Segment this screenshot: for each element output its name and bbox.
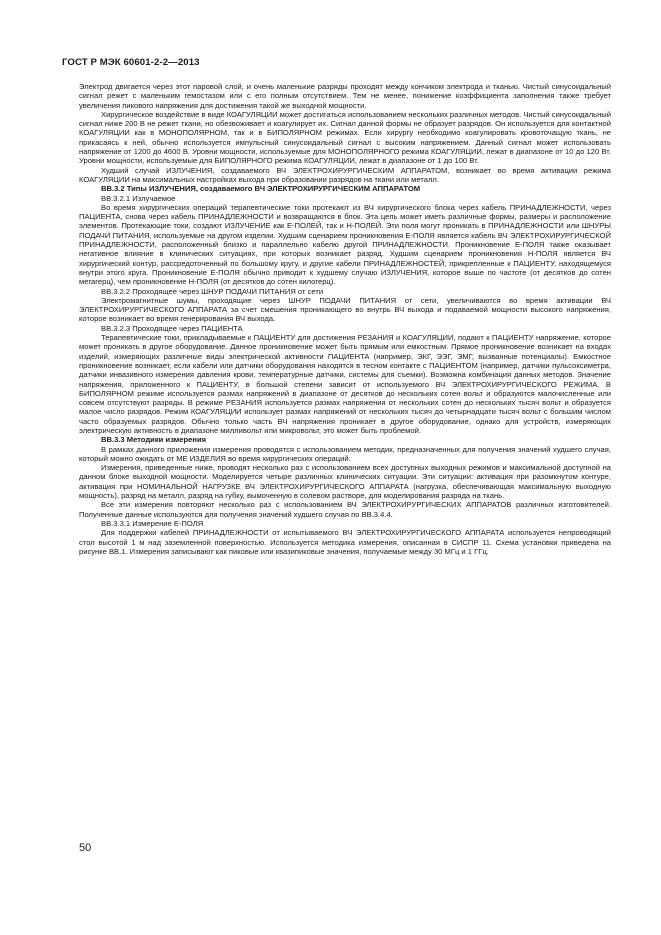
body-paragraph: Измерения, приведенные ниже, проводят несколько раз с использованием всех доступных выходных режимов и максимальной доступной на данном блоке выходной мощности. Моделируется четыре различных клинических ситуации. Эти ситуации: активация при разомкнутом контуре, активация при НОМИНАЛЬНОЙ НАГРУЗКЕ ВЧ ЭЛЕКТРОХИРУРГИЧЕСКОГО АППАРАТА (нагрузка, обеспечивающая максимальную выходную мощность), разряд на металл, разряд на губку, вымоченную в солевом растворе, для моделирования разряда на ткань.	[79, 463, 611, 501]
body-paragraph: Для поддержки кабелей ПРИНАДЛЕЖНОСТИ от испытываемого ВЧ ЭЛЕКТРОХИРУРГИЧЕСКОГО АППАРАТА используется непроводящий стол высотой 1 м над заземленной поверхностью. Используется методика измерения, описанная в СИСПР 11. Схема установки приведена на рисунке ВВ.1. Измерения записывают как пиковые или квазипиковые значения, получаемые между 30 МГц и 1 ГГц.	[79, 528, 611, 556]
body-paragraph: Во время хирургических операций терапевтические токи протекают из ВЧ хирургического блока через кабель ПРИНАДЛЕЖНОСТИ, через ПАЦИЕНТА, снова через кабель ПРИНАДЛЕЖНОСТИ и возвращаются в блок. Эта цепь может иметь различные формы, размеры и расположение элементов. Протекающие токи, создают ИЗЛУЧЕНИЕ как Е-ПОЛЕЙ, так и Н-ПОЛЕЙ. Эти поля могут проникать в ПРИНАДЛЕЖНОСТИ или ШНУРЫ ПОДАЧИ ПИТАНИЯ, используемые на другом изделии. Худшим сценарием проникновения Е-ПОЛЯ является кабель ВЧ ЭЛЕКТРОХИРУРГИЧЕСКОЙ ПРИНАДЛЕЖНОСТИ, расположенный близко и параллельно кабелю другой ПРИНАДЛЕЖНОСТИ. Проникновение Е-ПОЛЯ также оказывает негативное влияние в клинических ситуациях, при которых возникает разряд. Худшим сценарием проникновения Н-ПОЛЯ является ВЧ хирургический контур, рассредоточенный по большому кругу, и другие кабели ПРИНАДЛЕЖНОСТЕЙ, прикрепленные к ПАЦИЕНТУ, находящемуся внутри этого круга. Проникновение Е-ПОЛЯ обычно приводит к худшему случаю ИЗЛУЧЕНИЯ, которое выше по частоте (от десятков до сотен мегагерц), чем проникновение Н-ПОЛЯ (от десятков до сотен килогерц).	[79, 202, 611, 287]
body-paragraph: Худший случай ИЗЛУЧЕНИЯ, создаваемого ВЧ ЭЛЕКТРОХИРУРГИЧЕСКИМ АППАРАТОМ, возникает во время активации режима КОАГУЛЯЦИИ на максимальных настройках выхода при образовании разрядов на ткани или металл.	[79, 165, 611, 184]
body-paragraph: ВВ.3.2.1 Излучаемое	[101, 193, 176, 203]
body-paragraph: Терапевтические токи, прикладываемые к ПАЦИЕНТУ для достижения РЕЗАНИЯ и КОАГУЛЯЦИИ, подают к ПАЦИЕНТУ напряжение, которое может проникать в другое оборудование. Данное проникновение может быть прямым или емкостным. Прямое проникновение возникает на входах изделий, измеряющих различные виды электрической активности ПАЦИЕНТА (например, ЭКГ, ЭЭГ, ЭМГ, вызванные потенциалы). Емкостное проникновение возникает, если кабели или датчики оборудования находятся в тесном контакте с ПАЦИЕНТОМ (например, датчики пульсоксиметра, датчики инвазивного измерения давления крови, температурные датчики, системы для съемки). Возможна комбинация данных методов. Значение напряжения, приложенного к ПАЦИЕНТУ, в большой степени зависит от используемого ВЧ ЭЛЕКТРОХИРУРГИЧЕСКОГО РЕЖИМА. В БИПОЛЯРНОМ режиме используется размах напряжений в диапазоне от десятков до нескольких сотен вольт и образуются малочисленные или совсем отсутствуют разряды. В режиме РЕЗАНИЯ используется размах напряжения от нескольких сотен до нескольких тысяч вольт и образуется малое число разрядов. Режим КОАГУЛЯЦИИ использует размах напряжений от нескольких тысяч до четырнадцати тысяч вольт с большим числом часто образуемых разрядов. Обычно только часть ВЧ напряжения проникает в другое оборудование, однако для устройств, измеряющих электрическую активность в диапазоне милливольт или микровольт, это может быть проблемой.	[79, 333, 611, 435]
body-paragraph: ВВ.3.3.1 Измерение Е-ПОЛЯ	[101, 518, 204, 528]
body-paragraph: Электромагнитные шумы, проходящие через ШНУР ПОДАЧИ ПИТАНИЯ от сети, увеличиваются во время активации ВЧ ЭЛЕКТРОХИРУРГИЧЕСКОГО АППАРАТА за счет смешения проникающего во внутрь ВЧ выхода и подаваемой мощности высокого напряжения, которое возникает во время генерирования ВЧ выхода.	[79, 295, 611, 324]
body-paragraph: В рамках данного приложения измерения проводятся с использованием методик, предназначенных для получения значений худшего случая, который можно ожидать от МЕ ИЗДЕЛИЯ во время хирургических операций.	[79, 444, 611, 463]
body-paragraph: ВВ.3.2.2 Проходящее через ШНУР ПОДАЧИ ПИТАНИЯ от сети	[101, 286, 324, 296]
page-number: 50	[79, 842, 92, 854]
body-paragraph: Все эти измерения повторяют несколько раз с использованием ВЧ ЭЛЕКТРОХИРУРГИЧЕСКИХ АППАРАТОВ различных изготовителей. Полученные данные используются для получения значений худшего случая по ВВ.3.4.4.	[79, 500, 611, 519]
body-paragraph: ВВ.3.2.3 Проходящее через ПАЦИЕНТА	[101, 323, 243, 333]
document-header: ГОСТ Р МЭК 60601-2-2—2013	[62, 57, 200, 68]
section-heading: ВВ.3.3 Методики измерения	[101, 435, 207, 445]
section-heading: ВВ.3.2 Типы ИЗЛУЧЕНИЯ, создаваемого ВЧ ЭЛЕКТРОХИРУРГИЧЕСКИМ АППАРАТОМ	[101, 184, 421, 194]
body-paragraph: Хирургическое воздействие в виде КОАГУЛЯЦИИ может достигаться использованием нескольких различных методов. Чистый синусоидальный сигнал ниже 200 В не режет ткани, но обезвоживает и коагулирует их. Сигнал данной формы не образует разрядов. Он используется для контактной КОАГУЛЯЦИИ как в МОНОПОЛЯРНОМ, так и в БИПОЛЯРНОМ режимах. Если хирургу необходимо коагулировать кровоточащую ткань, не прикасаясь к ней, обычно используется импульсный синусоидальный сигнал с высоким напряжением. Данный сигнал может использовать напряжение от 1200 до 4600 В. Уровни мощности, используемые для МОНОПОЛЯРНОГО режима КОАГУЛЯЦИИ, лежат в диапазоне от 10 до 120 Вт. Уровни мощности, используемые для БИПОЛЯРНОГО режима КОАГУЛЯЦИИ, лежат в диапазоне от 1 до 100 Вт.	[79, 109, 611, 166]
body-paragraph: Электрод двигается через этот паровой слой, и очень маленькие разряды проходят между кончиком электрода и тканью. Чистый синусоидальный сигнал режет с маленьким гемостазом или с его полным отсутствием. Тем не менее, понижение коэффициента заполнения также требует увеличения пикового напряжения для достижения такой же выходной мощности.	[79, 82, 611, 110]
document-body	[79, 82, 611, 556]
